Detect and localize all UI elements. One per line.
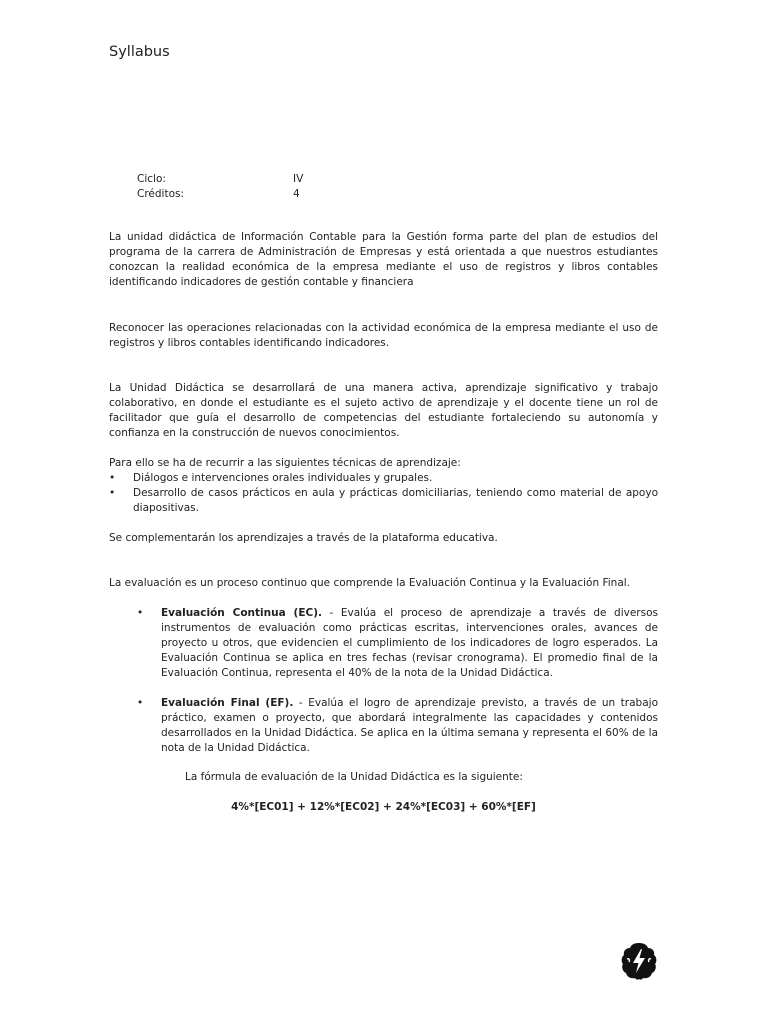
- paragraph-text: La evaluación es un proceso continuo que comprende la Evaluación Continua y la Evaluación Final.: [109, 577, 631, 589]
- list-item: [137, 606, 658, 681]
- formula-intro: La fórmula de evaluación de la Unidad Didáctica es la siguiente:: [185, 771, 523, 783]
- course-meta: [137, 172, 303, 202]
- description-paragraph: [109, 230, 658, 290]
- meta-row-ciclo: [137, 172, 303, 187]
- evaluation-formula: 4%*[EC01] + 12%*[EC02] + 24%*[EC03] + 60%*[EF]: [231, 801, 536, 813]
- page-title: Syllabus: [109, 44, 170, 60]
- bullet-icon: •: [137, 697, 144, 709]
- methodology-paragraph: [109, 381, 658, 441]
- evaluation-term: Evaluación Continua (EC).: [161, 607, 322, 619]
- techniques-list: [109, 471, 658, 516]
- list-item: [109, 486, 658, 516]
- paragraph-text: Se complementarán los aprendizajes a través de la plataforma educativa.: [109, 532, 498, 544]
- paragraph-text: La unidad didáctica de Información Contable para la Gestión forma parte del plan de estudios del programa de la carrera de Administración de Empresas y está orientada a que nuestros estudiantes conozcan la realidad económica de la empresa mediante el uso de registros y libros contables identificando indicadores de gestión contable y financiera: [109, 231, 658, 288]
- evaluation-text: - Evalúa el proceso de aprendizaje a través de diversos instrumentos de evaluación como prácticas escritas, intervenciones orales, avances de proyecto u otros, que evidencien el cumplimiento de los indicadores de logro esperados. La Evaluación Continua se aplica en tres fechas (revisar cronograma). El promedio final de la Evaluación Continua, representa el 40% de la nota de la Unidad Didáctica.: [161, 607, 658, 679]
- meta-label: Ciclo:: [137, 173, 166, 185]
- platform-paragraph: [109, 531, 658, 546]
- list-item-text: Desarrollo de casos prácticos en aula y prácticas domiciliarias, teniendo como material de apoyo diapositivas.: [133, 487, 658, 514]
- paragraph-text: Para ello se ha de recurrir a las siguientes técnicas de aprendizaje:: [109, 457, 461, 469]
- paragraph-text: La Unidad Didáctica se desarrollará de una manera activa, aprendizaje significativo y trabajo colaborativo, en donde el estudiante es el sujeto activo de aprendizaje y el docente tiene un rol de facilitador que guía el desarrollo de competencias del estudiante fortaleciendo su autonomía y confianza en la construcción de nuevos conocimientos.: [109, 382, 658, 439]
- meta-label: Créditos:: [137, 188, 185, 200]
- objective-paragraph: [109, 321, 658, 351]
- list-item: [109, 471, 658, 486]
- meta-value: IV: [293, 173, 304, 185]
- meta-value: 4: [293, 188, 300, 200]
- techniques-intro: [109, 456, 658, 471]
- evaluation-paragraph: [109, 576, 658, 591]
- paragraph-text: Reconocer las operaciones relacionadas con la actividad económica de la empresa mediante el uso de registros y libros contables identificando indicadores.: [109, 322, 658, 349]
- bullet-icon: •: [109, 487, 116, 499]
- list-item: [137, 696, 658, 756]
- meta-row-creditos: [137, 187, 303, 202]
- list-item-text: Diálogos e intervenciones orales individuales y grupales.: [133, 472, 433, 484]
- bullet-icon: •: [109, 472, 116, 484]
- evaluation-text: - Evalúa el logro de aprendizaje previsto, a través de un trabajo práctico, examen o proyecto, que abordará integralmente las capacidades y contenidos desarrollados en la Unidad Didáctica. Se aplica en la última semana y representa el 60% de la nota de la Unidad Didáctica.: [161, 697, 658, 754]
- evaluation-term: Evaluación Final (EF).: [161, 697, 294, 709]
- brain-bolt-icon: [620, 941, 658, 981]
- evaluation-list: [137, 606, 658, 756]
- bullet-icon: •: [137, 607, 144, 619]
